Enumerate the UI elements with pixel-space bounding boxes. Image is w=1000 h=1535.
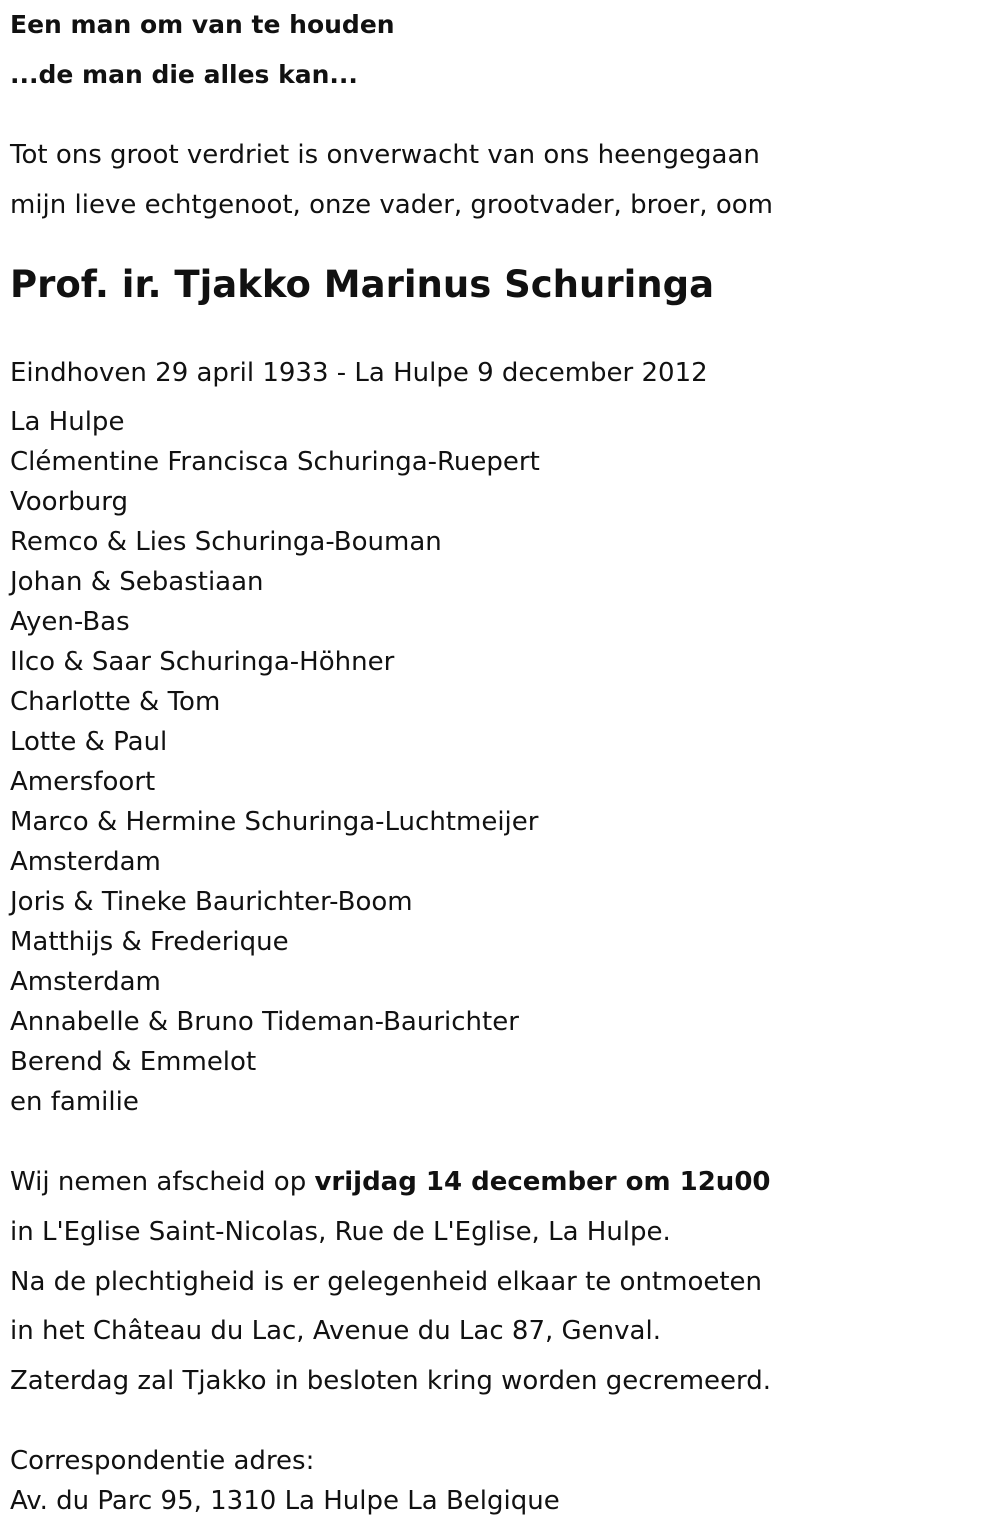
family-line: Johan & Sebastiaan [10, 567, 264, 597]
farewell-date: vrijdag 14 december om 12u00 [314, 1167, 771, 1197]
family-line: Remco & Lies Schuringa-Bouman [10, 527, 442, 557]
farewell-date-line [10, 1167, 771, 1197]
reception-line-1: Na de plechtigheid is er gelegenheid elkaar te ontmoeten [10, 1267, 763, 1297]
motto-line-1: Een man om van te houden [10, 10, 395, 39]
correspondence-address: Av. du Parc 95, 1310 La Hulpe La Belgique [10, 1486, 560, 1516]
family-line: La Hulpe [10, 407, 125, 437]
farewell-location: in L'Eglise Saint-Nicolas, Rue de L'Eglise, La Hulpe. [10, 1217, 671, 1247]
intro-line-1: Tot ons groot verdriet is onverwacht van ons heengegaan [10, 140, 760, 170]
family-line: Amsterdam [10, 847, 161, 877]
family-line: Ilco & Saar Schuringa-Höhner [10, 647, 395, 677]
deceased-name: Prof. ir. Tjakko Marinus Schuringa [10, 263, 715, 306]
family-line: Lotte & Paul [10, 727, 168, 757]
family-line: Joris & Tineke Baurichter-Boom [10, 887, 413, 917]
reception-line-2: in het Château du Lac, Avenue du Lac 87, Genval. [10, 1316, 661, 1346]
cremation-note: Zaterdag zal Tjakko in besloten kring worden gecremeerd. [10, 1366, 772, 1396]
intro-line-2: mijn lieve echtgenoot, onze vader, grootvader, broer, oom [10, 190, 773, 220]
family-line: Voorburg [10, 487, 128, 517]
family-line: Ayen-Bas [10, 607, 130, 637]
family-line: Amsterdam [10, 967, 161, 997]
family-line: Amersfoort [10, 767, 156, 797]
family-line: Annabelle & Bruno Tideman-Baurichter [10, 1007, 519, 1037]
motto-line-2: ...de man die alles kan... [10, 60, 358, 89]
correspondence-label: Correspondentie adres: [10, 1446, 315, 1476]
family-line: Charlotte & Tom [10, 687, 221, 717]
family-line: Berend & Emmelot [10, 1047, 257, 1077]
family-line: Marco & Hermine Schuringa-Luchtmeijer [10, 807, 539, 837]
family-line: en familie [10, 1087, 139, 1117]
life-dates: Eindhoven 29 april 1933 - La Hulpe 9 december 2012 [10, 358, 708, 388]
family-line: Matthijs & Frederique [10, 927, 289, 957]
family-line: Clémentine Francisca Schuringa-Ruepert [10, 447, 540, 477]
farewell-prefix: Wij nemen afscheid op [10, 1167, 315, 1197]
